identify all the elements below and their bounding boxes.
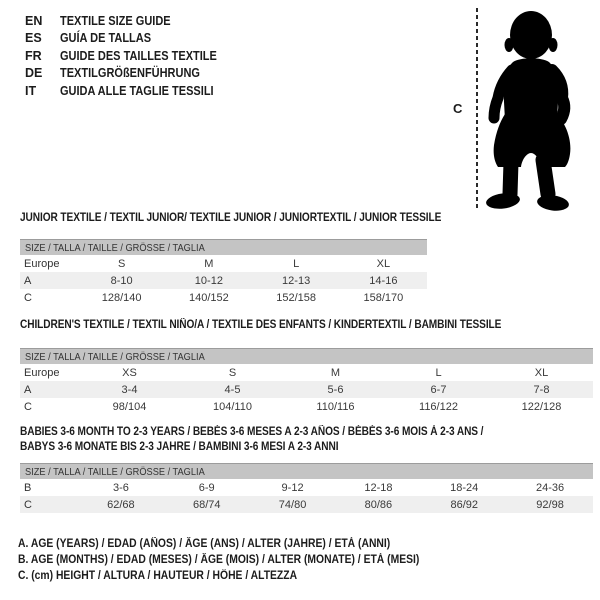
language-code: DE — [25, 66, 43, 81]
row-label: A — [24, 383, 32, 396]
language-code: FR — [25, 48, 42, 63]
cell-value: 116/122 — [419, 400, 458, 413]
row-label: C — [24, 291, 32, 304]
cell-value: 104/110 — [213, 400, 252, 413]
cell-value: 152/158 — [276, 291, 316, 304]
legend-line: B. AGE (MONTHS) / EDAD (MESES) / ÂGE (MOIS) / ALTER (MONATE) / ETÀ (MESI) — [18, 554, 420, 566]
cell-value: 4-5 — [224, 383, 241, 396]
size-table-babies — [20, 425, 593, 513]
size-table-junior — [20, 211, 593, 306]
cell-value: 12-18 — [364, 481, 393, 494]
size-header-label: SIZE / TALLA / TAILLE / GRÖSSE / TAGLIA — [25, 351, 205, 363]
language-guide-title: GUÍA DE TALLAS — [60, 31, 152, 46]
cell-value: L — [435, 366, 442, 379]
cell-value: M — [330, 366, 341, 379]
table-row — [20, 364, 593, 381]
cell-value: 122/128 — [521, 400, 562, 413]
cell-value: XL — [534, 366, 549, 379]
row-label: A — [24, 274, 32, 287]
legend-line: C. (cm) HEIGHT / ALTURA / HAUTEUR / HÖHE / ALTEZZA — [18, 570, 298, 582]
height-label-c: C — [453, 101, 463, 116]
language-guide-title: TEXTILE SIZE GUIDE — [60, 14, 171, 28]
table-row — [20, 398, 593, 415]
cell-value: 158/170 — [363, 291, 404, 304]
row-label: Europe — [24, 366, 60, 379]
row-label: Europe — [24, 257, 60, 270]
table-row — [20, 496, 593, 513]
language-row — [25, 30, 238, 47]
row-label: C — [24, 400, 32, 413]
cell-value: 6-9 — [198, 481, 215, 494]
row-label: B — [24, 481, 32, 494]
cell-value: 8-10 — [110, 274, 133, 287]
language-title-list — [25, 13, 238, 100]
size-header-label: SIZE / TALLA / TAILLE / GRÖSSE / TAGLIA — [25, 466, 205, 478]
cell-value: 9-12 — [281, 481, 304, 494]
size-header-bar — [20, 463, 593, 479]
table-row — [20, 289, 427, 306]
language-guide-title: TEXTILGRÖßENFÜHRUNG — [60, 66, 200, 81]
size-table — [20, 479, 593, 513]
cell-value: 86/92 — [450, 498, 478, 511]
cell-value: 10-12 — [194, 274, 223, 287]
table-title-line2: BABYS 3-6 MONATE BIS 2-3 JAHRE / BAMBINI 3-6 MESI A 2-3 ANNI — [20, 441, 339, 453]
row-label: C — [24, 498, 32, 511]
language-guide-title: GUIDE DES TAILLES TEXTILE — [60, 48, 217, 63]
cell-value: XL — [376, 257, 391, 270]
size-table — [20, 364, 593, 415]
language-row — [25, 83, 238, 100]
cell-value: 128/140 — [101, 291, 142, 304]
table-title: CHILDREN'S TEXTILE / TEXTIL NIÑO/A / TEXTILE DES ENFANTS / KINDERTEXTIL / BAMBINI TESSILE — [20, 319, 502, 331]
language-row — [25, 48, 238, 65]
table-title: BABIES 3-6 MONTH TO 2-3 YEARS / BEBÉS 3-6 MESES A 2-3 AÑOS / BÉBÉS 3-6 MOIS À 2-3 ANS / — [20, 426, 484, 438]
language-guide-title: GUIDA ALLE TAGLIE TESSILI — [60, 83, 214, 98]
cell-value: 7-8 — [533, 383, 550, 396]
language-code: ES — [25, 31, 42, 46]
cell-value: L — [293, 257, 300, 270]
baby-silhouette-icon — [480, 4, 600, 214]
cell-value: M — [204, 257, 214, 270]
cell-value: 14-16 — [369, 274, 398, 287]
cell-value: XS — [122, 366, 137, 379]
table-row — [20, 381, 593, 398]
cell-value: 74/80 — [278, 498, 307, 511]
cell-value: 6-7 — [430, 383, 447, 396]
table-row — [20, 479, 593, 496]
cell-value: S — [228, 366, 237, 379]
cell-value: 3-4 — [121, 383, 138, 396]
size-header-bar — [20, 348, 593, 364]
cell-value: 110/116 — [316, 400, 355, 413]
language-code: EN — [25, 14, 43, 28]
legend — [18, 536, 464, 584]
cell-value: 5-6 — [327, 383, 344, 396]
baby-figure — [440, 0, 600, 216]
language-code: IT — [25, 83, 37, 98]
cell-value: 24-36 — [536, 481, 565, 494]
language-row — [25, 13, 238, 30]
legend-line: A. AGE (YEARS) / EDAD (AÑOS) / ÂGE (ANS) / ALTER (JAHRE) / ETÀ (ANNI) — [18, 538, 391, 550]
table-row — [20, 255, 427, 272]
language-row — [25, 65, 238, 82]
size-table — [20, 255, 427, 306]
table-row — [20, 272, 427, 289]
cell-value: 80/86 — [364, 498, 393, 511]
cell-value: 3-6 — [112, 481, 129, 494]
size-table-children — [20, 318, 593, 415]
cell-value: 12-13 — [282, 274, 311, 287]
cell-value: 62/68 — [107, 498, 135, 511]
cell-value: 18-24 — [450, 481, 479, 494]
table-title: JUNIOR TEXTILE / TEXTIL JUNIOR/ TEXTILE JUNIOR / JUNIORTEXTIL / JUNIOR TESSILE — [20, 212, 442, 224]
size-header-bar — [20, 239, 427, 255]
cell-value: 140/152 — [188, 291, 229, 304]
cell-value: S — [117, 257, 126, 270]
cell-value: 98/104 — [112, 400, 147, 413]
cell-value: 68/74 — [192, 498, 221, 511]
height-dotted-line — [476, 8, 478, 209]
size-header-label: SIZE / TALLA / TAILLE / GRÖSSE / TAGLIA — [25, 242, 205, 254]
cell-value: 92/98 — [536, 498, 564, 511]
